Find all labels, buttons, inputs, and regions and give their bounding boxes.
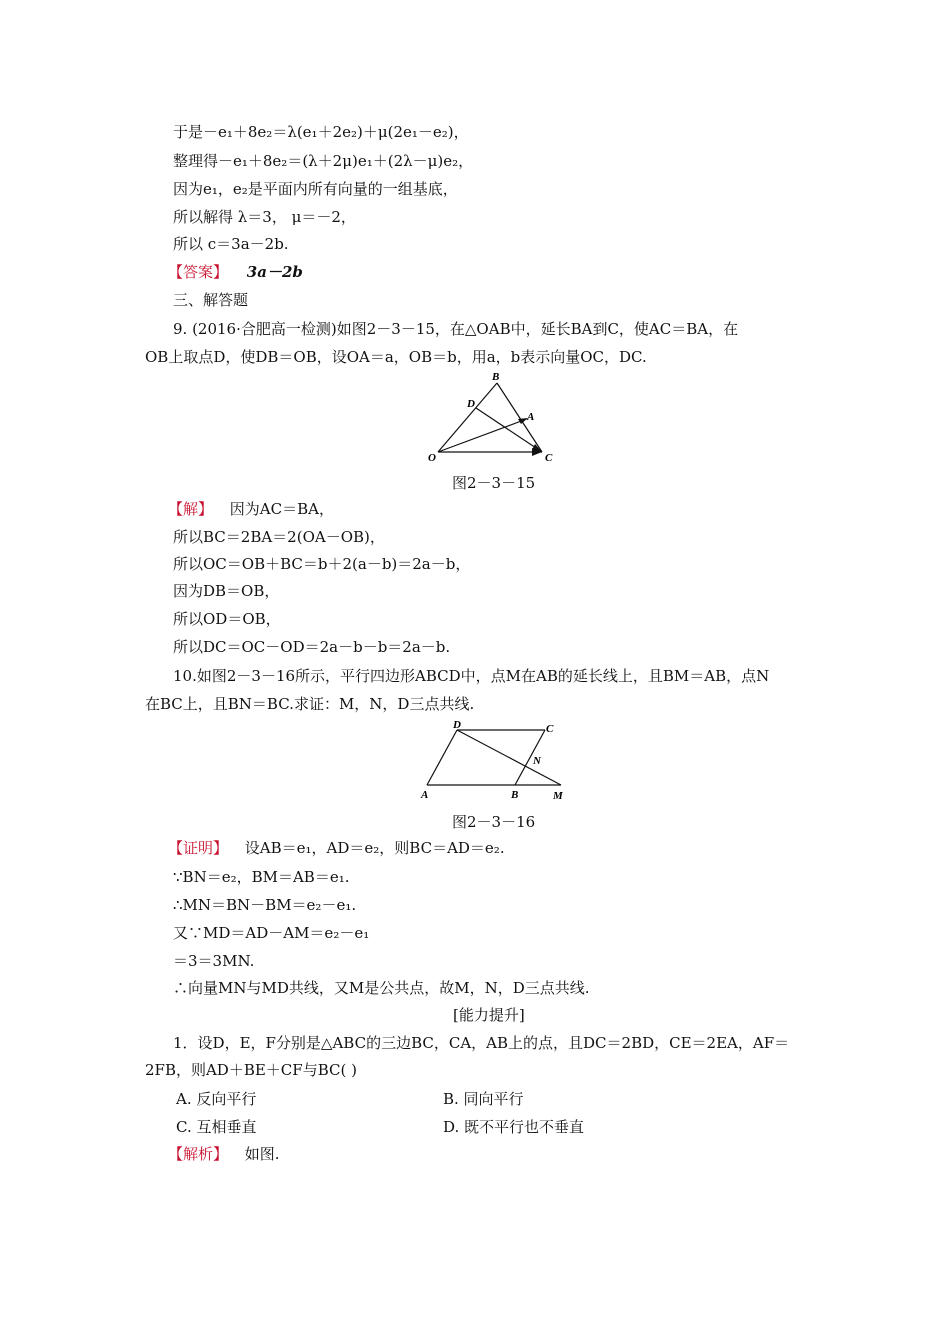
solution-line-2: 整理得－e₁＋8e₂＝(λ＋2μ)e₁＋(2λ－μ)e₂，: [173, 152, 474, 170]
proof-first-text: 设AB＝e₁，AD＝e₂，则BC＝AD＝e₂.: [244, 839, 505, 857]
segment-AD: [427, 730, 457, 785]
analysis-text: 如图.: [244, 1145, 280, 1163]
section-title: 三、解答题: [173, 291, 249, 309]
solution-line-5: 所以 c＝3a－2b.: [173, 235, 289, 253]
q10-step-2: ∴MN＝BN－BM＝e₂－e₁.: [173, 896, 357, 914]
label-A: A: [527, 411, 535, 423]
option-b: B. 同向平行: [443, 1090, 524, 1108]
segment-BC: [497, 383, 542, 452]
label-C: C: [546, 723, 554, 735]
label-B: B: [511, 789, 519, 801]
solution-tag: 【解】: [168, 500, 214, 518]
label-C: C: [545, 452, 553, 464]
label-N: N: [533, 755, 541, 767]
q10-step-3: 又∵MD＝AD－AM＝e₂－e₁: [173, 924, 370, 942]
answer-line: [168, 261, 303, 283]
solution-line-4: 所以解得 λ＝3， μ＝－2，: [173, 208, 356, 226]
proof-tag: 【证明】: [168, 839, 229, 857]
option-a: A. 反向平行: [176, 1090, 257, 1108]
q9-step-3: 因为DB＝OB，: [173, 582, 280, 600]
q10-line-1: 10.如图2－3－16所示，平行四边形ABCD中，点M在AB的延长线上，且BM＝AB，点N: [173, 667, 770, 685]
label-A: A: [421, 789, 429, 801]
option-d: D. 既不平行也不垂直: [443, 1118, 585, 1136]
q10-step-5: ∴向量MN与MD共线，又M是公共点，故M，N，D三点共线.: [173, 979, 590, 997]
label-D: D: [467, 398, 475, 410]
answer-text: 3a－2b: [246, 263, 303, 281]
q9-step-1: 所以BC＝2BA＝2(OA－OB)，: [173, 528, 385, 546]
q9-step-4: 所以OD＝OB，: [173, 610, 281, 628]
label-O: O: [428, 452, 436, 464]
q9-solution-first: [168, 498, 334, 520]
q10-proof-first: [168, 837, 505, 859]
analysis-tag: 【解析】: [168, 1145, 229, 1163]
figure-caption-9: 图2－3－15: [452, 474, 536, 492]
figure-2-3-16: [415, 718, 575, 806]
q9-step-2: 所以OC＝OB＋BC＝b＋2(a－b)＝2a－b，: [173, 555, 471, 573]
q9-line-2: OB上取点D，使DB＝OB，设OA＝a，OB＝b，用a，b表示向量OC，DC.: [145, 348, 647, 366]
segment-DM: [457, 730, 561, 785]
q10-line-2: 在BC上，且BN＝BC.求证：M，N，D三点共线.: [145, 695, 475, 713]
option-c: C. 互相垂直: [176, 1118, 257, 1136]
p1-line-1: 1．设D，E，F分别是△ABC的三边BC，CA，AB上的点，且DC＝2BD，CE＝2EA，AF＝: [173, 1034, 790, 1052]
label-M: M: [553, 790, 563, 802]
solution-first-text: 因为AC＝BA，: [229, 500, 334, 518]
q9-line-1: 9. (2016·合肥高一检测)如图2－3－15，在△OAB中，延长BA到C，使AC＝BA，在: [173, 320, 739, 338]
solution-line-1: 于是－e₁＋8e₂＝λ(e₁＋2e₂)＋μ(2e₁－e₂)，: [173, 123, 469, 141]
q9-step-5: 所以DC＝OC－OD＝2a－b－b＝2a－b.: [173, 638, 451, 656]
figure-caption-10: 图2－3－16: [452, 813, 536, 831]
ability-title: [能力提升]: [453, 1006, 525, 1024]
label-B: B: [492, 371, 500, 383]
label-D: D: [453, 719, 461, 731]
solution-line-3: 因为e₁，e₂是平面内所有向量的一组基底，: [173, 180, 458, 198]
q10-step-4: ＝3＝3MN.: [173, 952, 255, 970]
q10-step-1: ∵BN＝e₂，BM＝AB＝e₁.: [173, 868, 350, 886]
p1-analysis: [168, 1143, 280, 1165]
answer-tag: 【答案】: [168, 263, 229, 281]
p1-line-2: 2FB，则AD＋BE＋CF与BC( ): [145, 1061, 357, 1079]
figure-2-3-15: [420, 368, 570, 468]
